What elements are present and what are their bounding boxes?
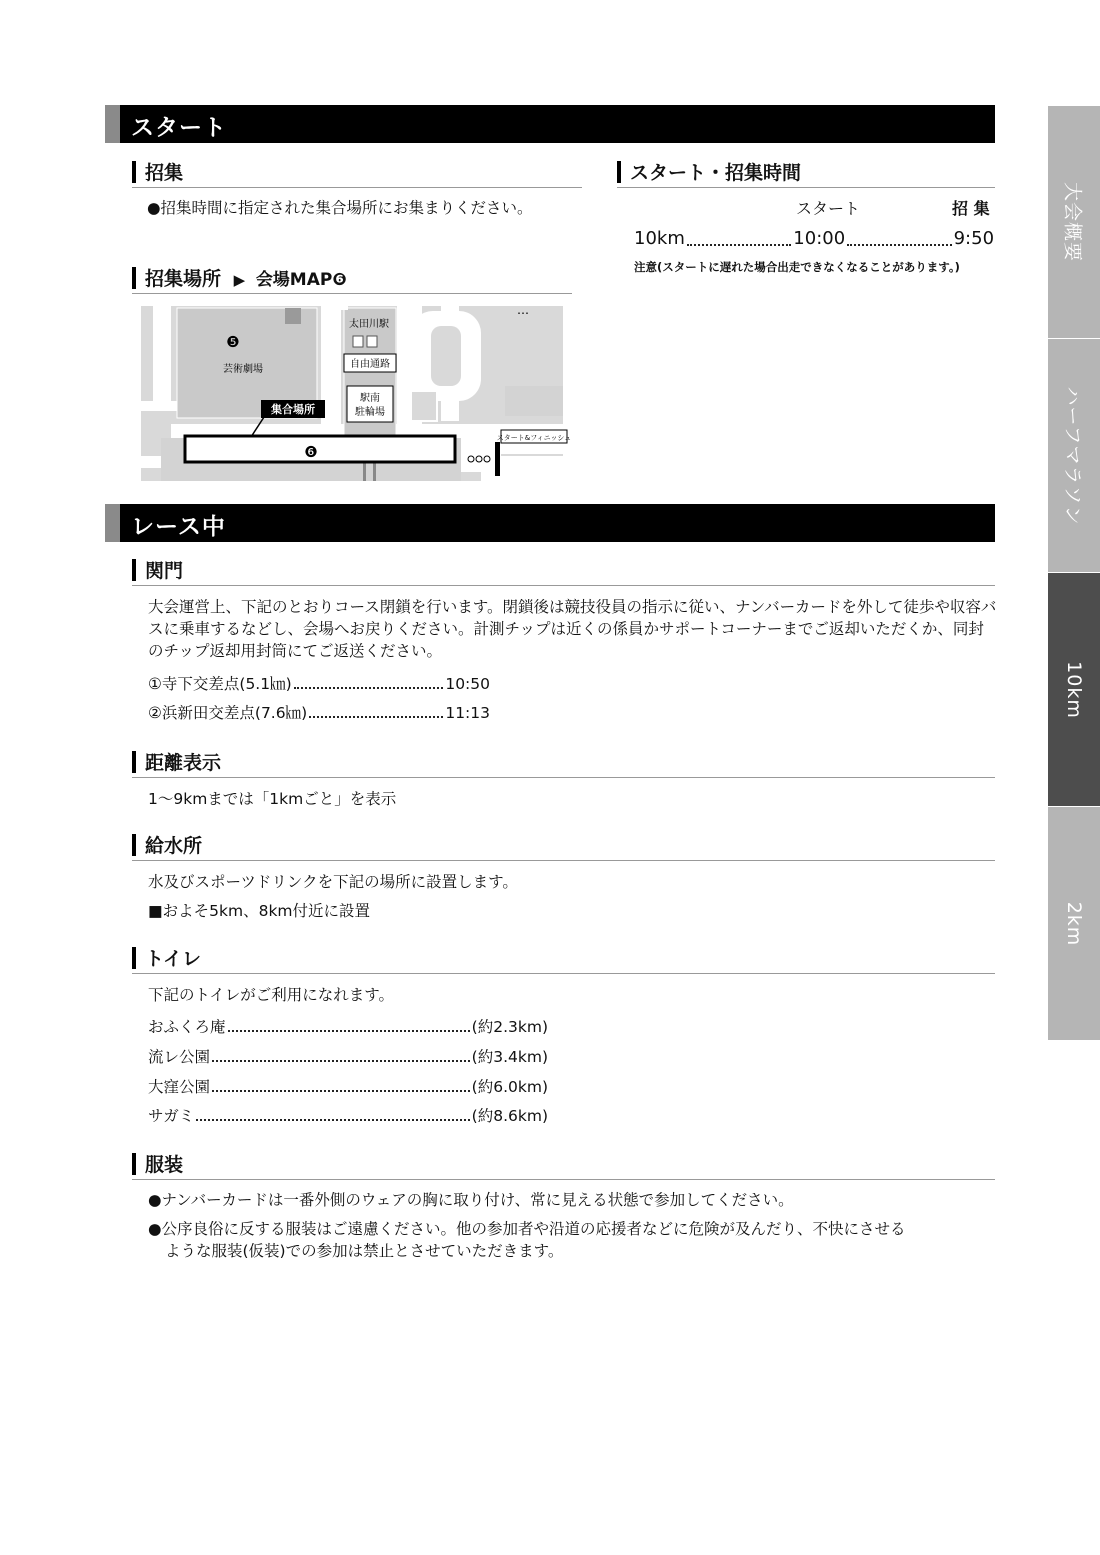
tab-10km[interactable]: 10km xyxy=(1048,572,1100,806)
map-label-station: 太田川駅 xyxy=(349,319,389,330)
col-header-gather: 招 集 xyxy=(952,199,990,218)
section-band-start xyxy=(105,105,995,143)
section-title-race: レース中 xyxy=(131,514,226,540)
checkpoint-item: ①寺下交差点(5.1㎞) 10:50 xyxy=(148,675,490,693)
map-label-free-passage: 自由通路 xyxy=(350,359,390,370)
toilet-item: 大窪公園 (約6.0km) xyxy=(148,1078,548,1096)
map-marker-5: ❺ xyxy=(226,333,240,351)
checkpoint-paragraph: 大会運営上、下記のとおりコース閉鎖を行います。閉鎖後は競技役員の指示に従い、ナンバーカードを外して徒歩や収容バスに乗車するなどし、会場へお戻りください。計測チップは近くの係員かサポートコーナーまでご返却いただくか、同封のチップ返却用封筒にてご返送ください。 xyxy=(148,598,997,660)
map-label-bicycle-1: 駅南 xyxy=(360,393,380,404)
checkpoint-item: ②浜新田交差点(7.6㎞) 11:13 xyxy=(148,704,490,722)
start-note: 注意(スタートに遅れた場合出走できなくなることがあります。) xyxy=(634,260,960,274)
subheading-distance: 距離表示 xyxy=(132,748,995,778)
toilet-item: おふくろ庵 (約2.3km) xyxy=(148,1018,548,1036)
tab-2km[interactable]: 2km xyxy=(1048,806,1100,1040)
map-reference: 会場MAP❻ xyxy=(255,270,347,290)
subheading-start-times: スタート・招集時間 xyxy=(617,158,995,188)
subheading-toilet: トイレ xyxy=(132,944,995,974)
clothing-bullet-2-cont: ような服装(仮装)での参加は禁止とさせていただきます。 xyxy=(165,1242,564,1260)
section-band-race xyxy=(105,504,995,542)
subheading-gathering-place: 招集場所 ▶ 会場MAP❻ xyxy=(132,264,572,294)
section-title-start: スタート xyxy=(131,115,227,141)
toilet-text: 下記のトイレがご利用になれます。 xyxy=(148,986,394,1004)
subheading-gathering: 招集 xyxy=(132,158,582,188)
tab-half-marathon[interactable]: ハーフマラソン xyxy=(1048,338,1100,572)
map-label-gathering: 集合場所 xyxy=(271,403,315,416)
water-text: 水及びスポーツドリンクを下記の場所に設置します。 xyxy=(148,873,518,891)
start-times-row xyxy=(634,226,994,252)
col-header-start: スタート xyxy=(796,199,861,218)
map-label-theater: 芸術劇場 xyxy=(223,364,263,375)
tab-overview[interactable]: 大会概要 xyxy=(1048,105,1100,338)
map-label-start-finish: スタート&フィニッシュ xyxy=(496,434,572,442)
map-label-bicycle-2: 駐輪場 xyxy=(355,407,385,418)
water-item: ■およそ5km、8km付近に設置 xyxy=(148,902,371,920)
toilet-item: サガミ (約8.6km) xyxy=(148,1107,548,1125)
arrow-right-icon: ▶ xyxy=(233,271,246,289)
map-marker-6: ❻ xyxy=(304,443,318,461)
venue-map xyxy=(141,303,572,481)
subheading-checkpoint: 関門 xyxy=(132,556,995,586)
distance-text: 1〜9kmまでは「1kmごと」を表示 xyxy=(148,790,397,808)
toilet-item: 流レ公園 (約3.4km) xyxy=(148,1048,548,1066)
row-gather-time: 9:50 xyxy=(953,228,995,249)
clothing-bullet-1: ●ナンバーカードは一番外側のウェアの胸に取り付け、常に見える状態で参加してください。 xyxy=(148,1191,794,1209)
clothing-bullet-2: ●公序良俗に反する服装はご遠慮ください。他の参加者や沿道の応援者などに危険が及んだり、不快にさせる xyxy=(148,1220,906,1238)
gathering-bullet: ●招集時間に指定された集合場所にお集まりください。 xyxy=(147,199,533,217)
row-start-time: 10:00 xyxy=(793,228,846,249)
subheading-water: 給水所 xyxy=(132,831,995,861)
band-accent xyxy=(105,105,120,143)
map-label-ellipsis: … xyxy=(517,303,529,317)
band-accent xyxy=(105,504,120,542)
row-label: 10km xyxy=(634,228,685,249)
subheading-clothing: 服装 xyxy=(132,1150,995,1180)
